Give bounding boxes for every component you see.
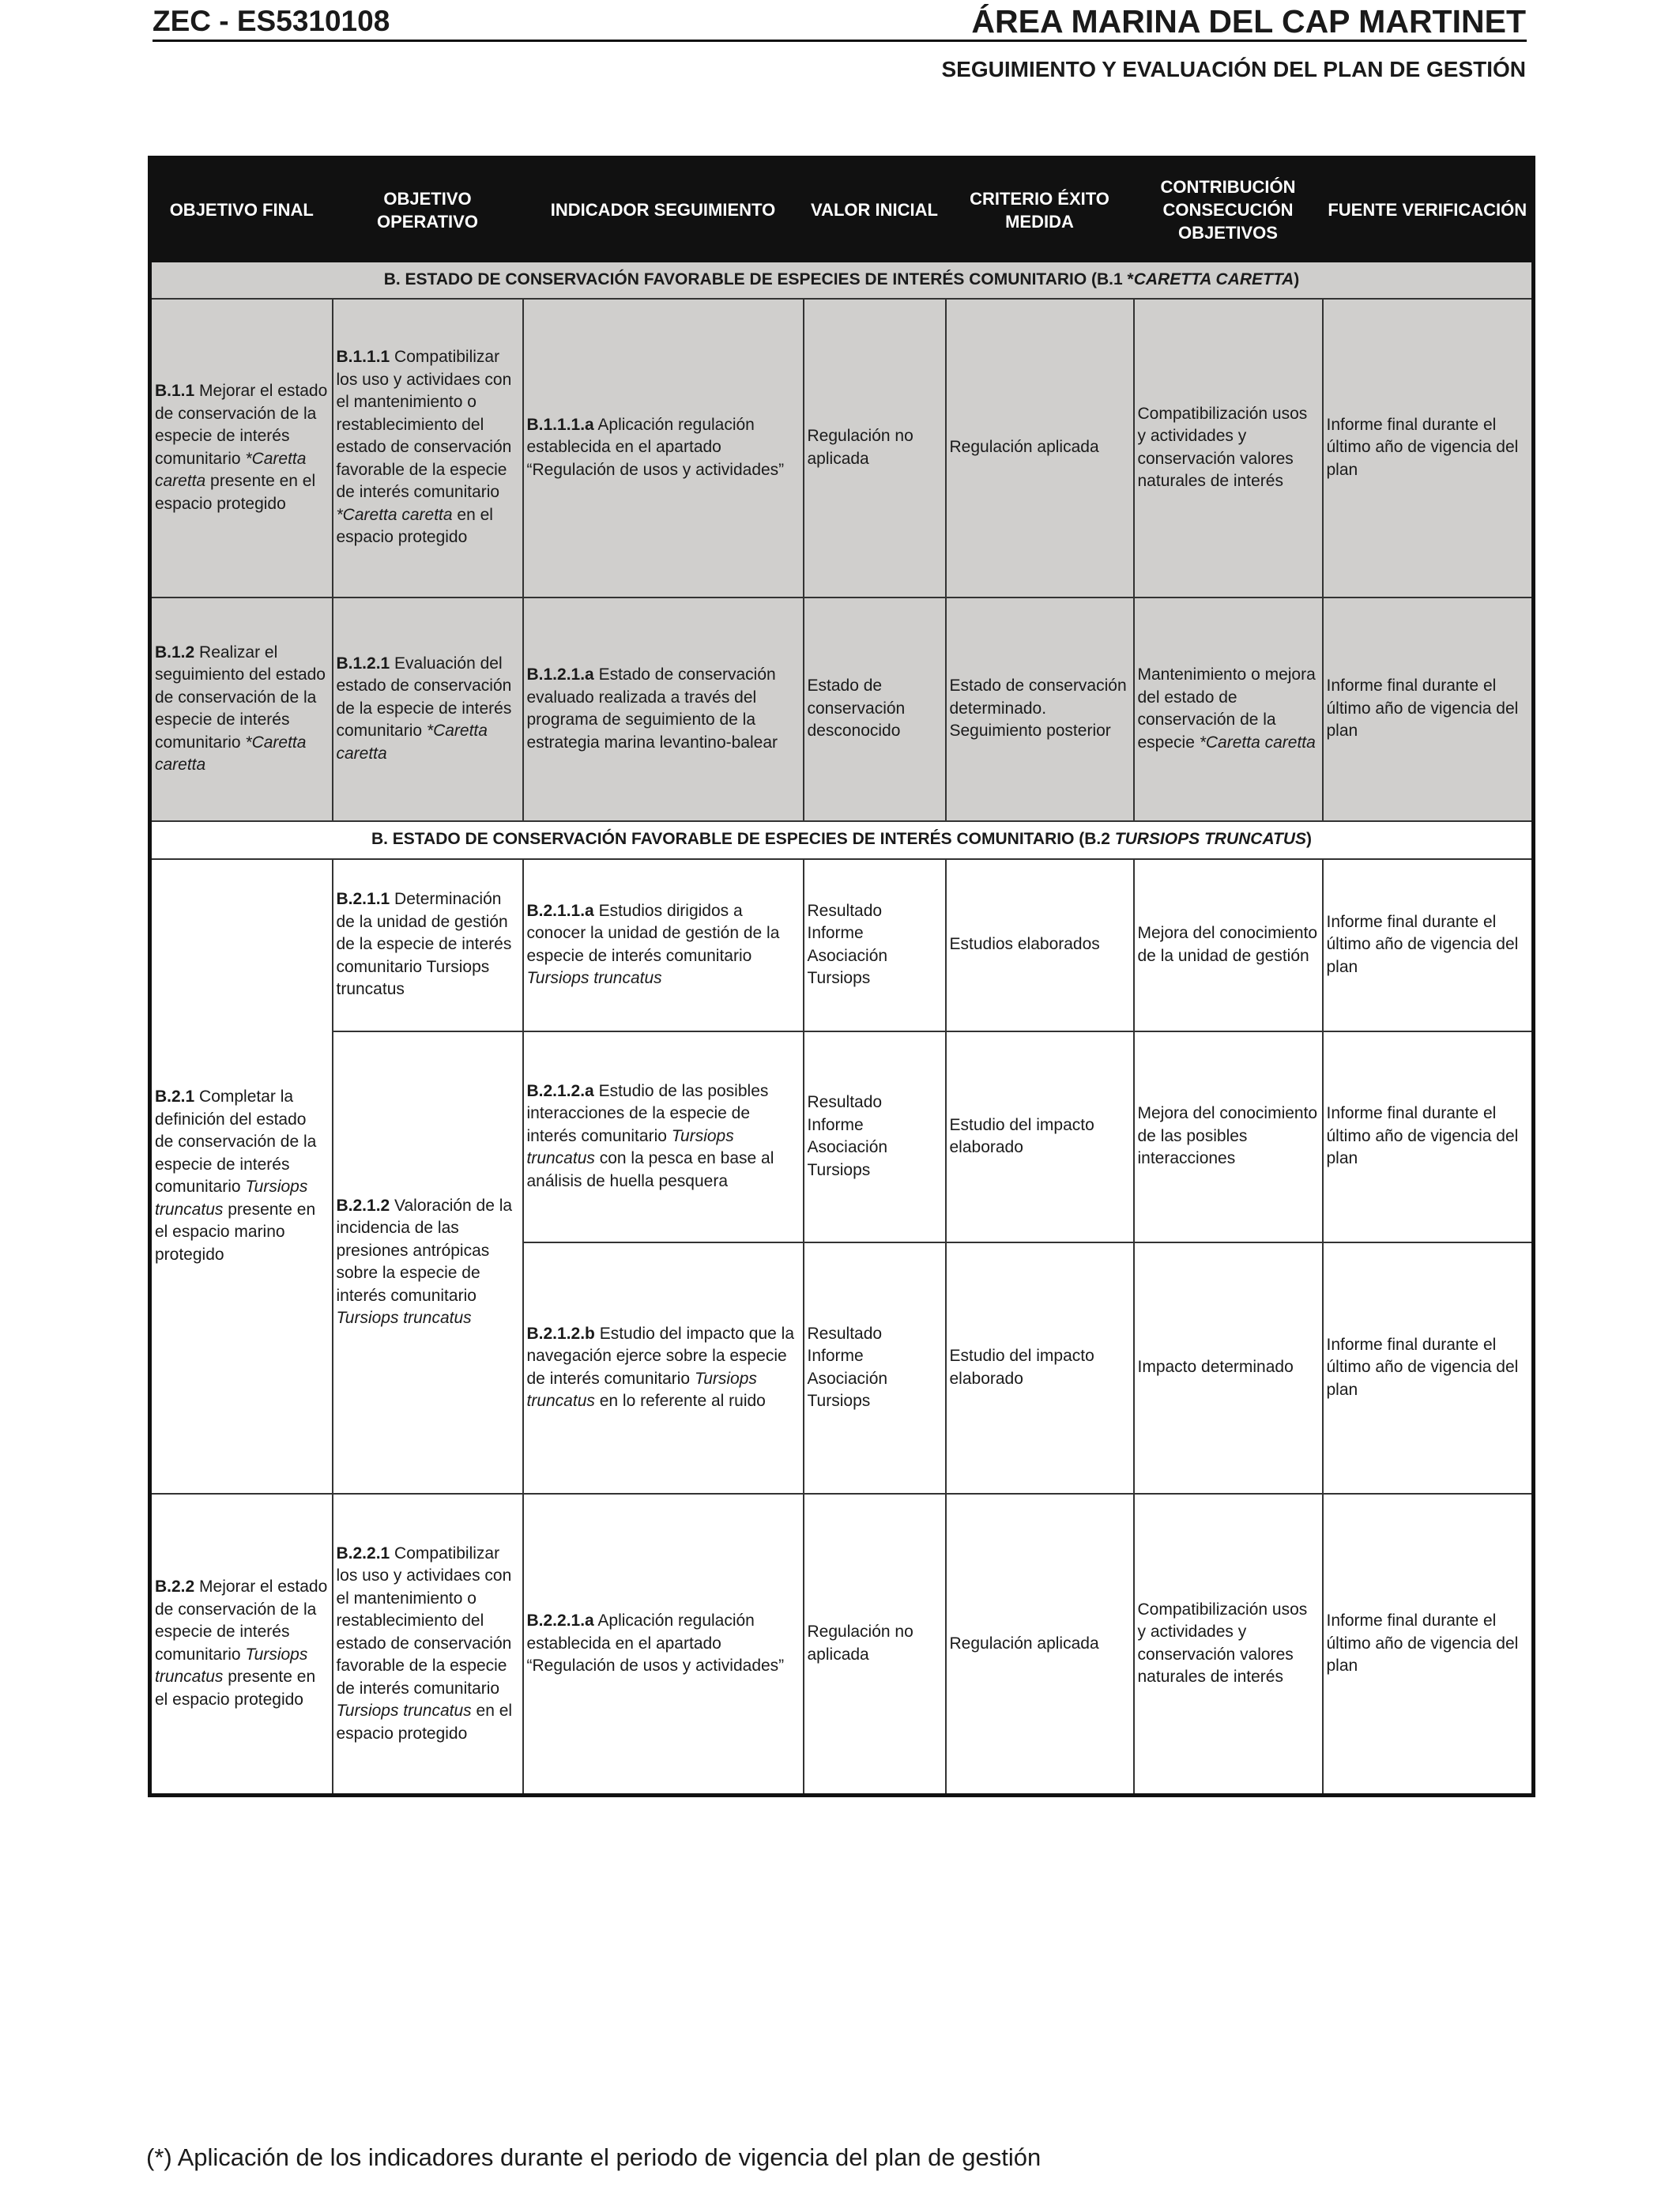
section-heading-b1: B. ESTADO DE CONSERVACIÓN FAVORABLE DE ESPECIES DE INTERÉS COMUNITARIO (B.1 *CARETTA CARETTA) [150,262,1534,299]
cell-valor-inicial: Regulación no aplicada [804,1494,946,1796]
cell-indicador: B.2.1.1.a Estudios dirigidos a conocer la unidad de gestión de la especie de interés comunitario Tursiops truncatus [523,859,804,1031]
cell-contribucion: Compatibilización usos y actividades y conservación valores naturales de interés [1134,1494,1323,1796]
table-row [150,598,1534,821]
cell-contribucion: Compatibilización usos y actividades y conservación valores naturales de interés [1134,299,1323,598]
cell-objetivo-operativo: B.2.1.2 Valoración de la incidencia de las presiones antrópicas sobre la especie de interés comunitario Tursiops truncatus [333,1031,523,1494]
col-contribucion: CONTRIBUCIÓN CONSECUCIÓN OBJETIVOS [1134,158,1323,262]
cell-valor-inicial: Estado de conservación desconocido [804,598,946,821]
cell-indicador: B.2.1.2.a Estudio de las posibles interacciones de la especie de interés comunitario Tursiops truncatus con la pesca en base al análisis de huella pesquera [523,1031,804,1242]
cell-contribucion: Mejora del conocimiento de la unidad de gestión [1134,859,1323,1031]
cell-indicador: B.2.1.2.b Estudio del impacto que la navegación ejerce sobre la especie de interés comunitario Tursiops truncatus en lo referente al ruido [523,1242,804,1494]
cell-fuente: Informe final durante el último año de vigencia del plan [1323,299,1534,598]
table-row [150,859,1534,1031]
cell-criterio: Regulación aplicada [946,1494,1134,1796]
cell-objetivo-final: B.2.1 Completar la definición del estado de conservación de la especie de interés comunitario Tursiops truncatus presente en el espacio marino protegido [150,859,333,1494]
col-indicador: INDICADOR SEGUIMIENTO [523,158,804,262]
page-subtitle: SEGUIMIENTO Y EVALUACIÓN DEL PLAN DE GESTIÓN [941,57,1526,81]
cell-objetivo-operativo: B.2.1.1 Determinación de la unidad de gestión de la especie de interés comunitario Tursiops truncatus [333,859,523,1031]
cell-objetivo-operativo: B.1.1.1 Compatibilizar los uso y actividaes con el mantenimiento o restablecimiento del estado de conservación favorable de la especie de interés comunitario *Caretta caretta en el espacio protegido [333,299,523,598]
cell-contribucion: Mejora del conocimiento de las posibles interacciones [1134,1031,1323,1242]
cell-objetivo-operativo: B.1.2.1 Evaluación del estado de conservación de la especie de interés comunitario *Caretta caretta [333,598,523,821]
table-row [150,1494,1534,1796]
cell-objetivo-final: B.1.2 Realizar el seguimiento del estado de conservación de la especie de interés comunitario *Caretta caretta [150,598,333,821]
cell-fuente: Informe final durante el último año de vigencia del plan [1323,598,1534,821]
col-fuente: FUENTE VERIFICACIÓN [1323,158,1534,262]
cell-objetivo-operativo: B.2.2.1 Compatibilizar los uso y actividaes con el mantenimiento o restablecimiento del estado de conservación favorable de la especie de interés comunitario Tursiops truncatus en el espacio protegido [333,1494,523,1796]
header-rule [153,40,1527,42]
cell-criterio: Estudio del impacto elaborado [946,1031,1134,1242]
footnote: (*) Aplicación de los indicadores durante el periodo de vigencia del plan de gestión [146,2143,1042,2171]
cell-criterio: Regulación aplicada [946,299,1134,598]
table-row [150,299,1534,598]
cell-contribucion: Impacto determinado [1134,1242,1323,1494]
table-row [150,1031,1534,1242]
cell-criterio: Estudios elaborados [946,859,1134,1031]
cell-valor-inicial: Resultado Informe Asociación Tursiops [804,1031,946,1242]
cell-indicador: B.1.2.1.a Estado de conservación evaluado realizada a través del programa de seguimiento de la estrategia marina levantino-balear [523,598,804,821]
cell-criterio: Estado de conservación determinado. Seguimiento posterior [946,598,1134,821]
cell-fuente: Informe final durante el último año de vigencia del plan [1323,1031,1534,1242]
cell-indicador: B.2.2.1.a Aplicación regulación establecida en el apartado “Regulación de usos y actividades” [523,1494,804,1796]
col-objetivo-final: OBJETIVO FINAL [150,158,333,262]
cell-valor-inicial: Resultado Informe Asociación Tursiops [804,1242,946,1494]
cell-objetivo-final: B.1.1 Mejorar el estado de conservación de la especie de interés comunitario *Caretta caretta presente en el espacio protegido [150,299,333,598]
cell-objetivo-final: B.2.2 Mejorar el estado de conservación de la especie de interés comunitario Tursiops truncatus presente en el espacio protegido [150,1494,333,1796]
cell-valor-inicial: Resultado Informe Asociación Tursiops [804,859,946,1031]
cell-fuente: Informe final durante el último año de vigencia del plan [1323,1242,1534,1494]
page-title: ÁREA MARINA DEL CAP MARTINET [971,3,1526,40]
col-valor-inicial: VALOR INICIAL [804,158,946,262]
cell-indicador: B.1.1.1.a Aplicación regulación establecida en el apartado “Regulación de usos y actividades” [523,299,804,598]
cell-valor-inicial: Regulación no aplicada [804,299,946,598]
col-criterio: CRITERIO ÉXITO MEDIDA [946,158,1134,262]
monitoring-table [148,156,1535,1797]
cell-contribucion: Mantenimiento o mejora del estado de conservación de la especie *Caretta caretta [1134,598,1323,821]
cell-fuente: Informe final durante el último año de vigencia del plan [1323,1494,1534,1796]
col-objetivo-operativo: OBJETIVO OPERATIVO [333,158,523,262]
cell-criterio: Estudio del impacto elaborado [946,1242,1134,1494]
site-code: ZEC - ES5310108 [153,5,390,37]
cell-fuente: Informe final durante el último año de vigencia del plan [1323,859,1534,1031]
section-heading-b2: B. ESTADO DE CONSERVACIÓN FAVORABLE DE ESPECIES DE INTERÉS COMUNITARIO (B.2 TURSIOPS TRUNCATUS) [150,821,1534,859]
